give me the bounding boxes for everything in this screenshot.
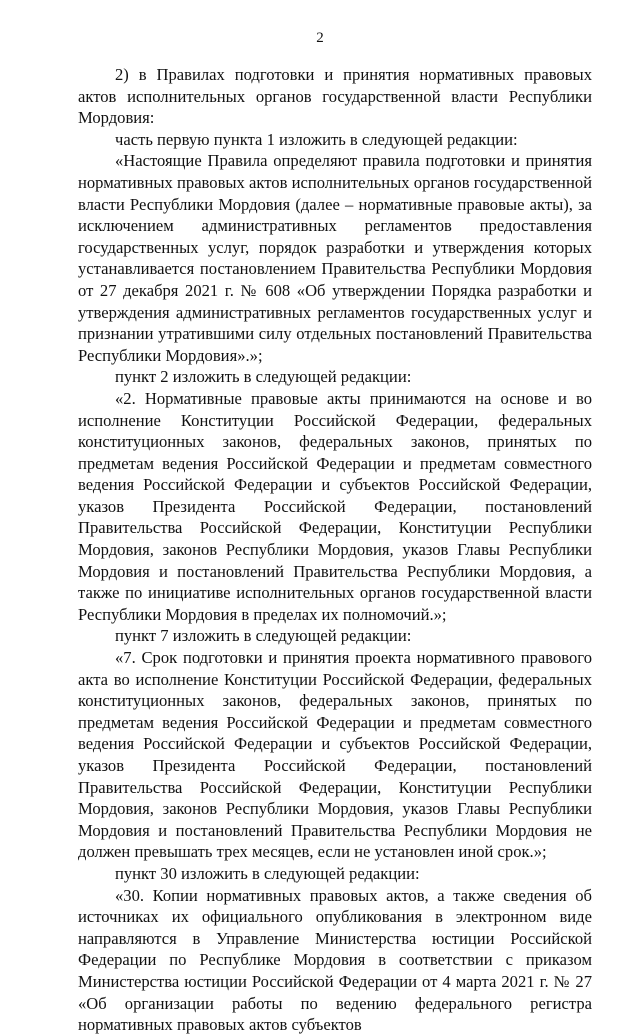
instruction-point-30: пункт 30 изложить в следующей редакции: (115, 863, 420, 883)
paragraph-rules-intro: 2) в Правилах подготовки и принятия нормативных правовых актов исполнительных органов государственной власти Республики Мордовия: (78, 65, 592, 128)
instruction-point-1: часть первую пункта 1 изложить в следующей редакции: (115, 129, 518, 149)
document-body (78, 64, 592, 1036)
paragraph-point-1-text: «Настоящие Правила определяют правила подготовки и принятия нормативных правовых актов исполнительных органов государственной власти Республики Мордовия (далее – нормативные правовые акты), за исключением административных регламентов предоставления государственных услуг, порядок разработки и утверждения которых устанавливается постановлением Правительства Республики Мордовия от 27 декабря 2021 г. № 608 «Об утверждении Порядка разработки и утверждения административных регламентов государственных услуг и признании утратившими силу отдельных постановлений Правительства Республики Мордовия».»; (78, 151, 592, 365)
page-number: 2 (316, 30, 324, 46)
paragraph-point-30-text: «30. Копии нормативных правовых актов, а также сведения об источниках их официального опубликования в электронном виде направляются в Управление Министерства юстиции Российской Федерации по Республике Мордовия в соответствии с приказом Министерства юстиции Российской Федерации от 4 марта 2021 г. № 27 «Об организации работы по ведению федерального регистра нормативных правовых актов субъектов (78, 885, 592, 1035)
paragraph-point-2-text: «2. Нормативные правовые акты принимаются на основе и во исполнение Конституции Российской Федерации, федеральных конституционных законов, федеральных законов, принятых по предметам ведения Российской Федерации и предметам совместного ведения Российской Федерации и субъектов Российской Федерации, указов Президента Российской Федерации, постановлений Правительства Российской Федерации, Конституции Республики Мордовия, законов Республики Мордовия, указов Главы Республики Мордовия и постановлений Правительства Республики Мордовия, а также по инициативе исполнительных органов государственной власти Республики Мордовия в пределах их полномочий.»; (78, 388, 592, 624)
instruction-point-7: пункт 7 изложить в следующей редакции: (115, 626, 412, 646)
instruction-point-2: пункт 2 изложить в следующей редакции: (115, 367, 412, 387)
paragraph-point-7-text: «7. Срок подготовки и принятия проекта нормативного правового акта во исполнение Конституции Российской Федерации, федеральных конституционных законов, федеральных законов, принятых по предметам ведения Российской Федерации и предметам совместного ведения Российской Федерации и субъектов Российской Федерации, указов Президента Российской Федерации, постановлений Правительства Российской Федерации, Конституции Республики Мордовия, законов Республики Мордовия, указов Главы Республики Мордовия и постановлений Правительства Республики Мордовия не должен превышать трех месяцев, если не установлен иной срок.»; (78, 648, 592, 862)
